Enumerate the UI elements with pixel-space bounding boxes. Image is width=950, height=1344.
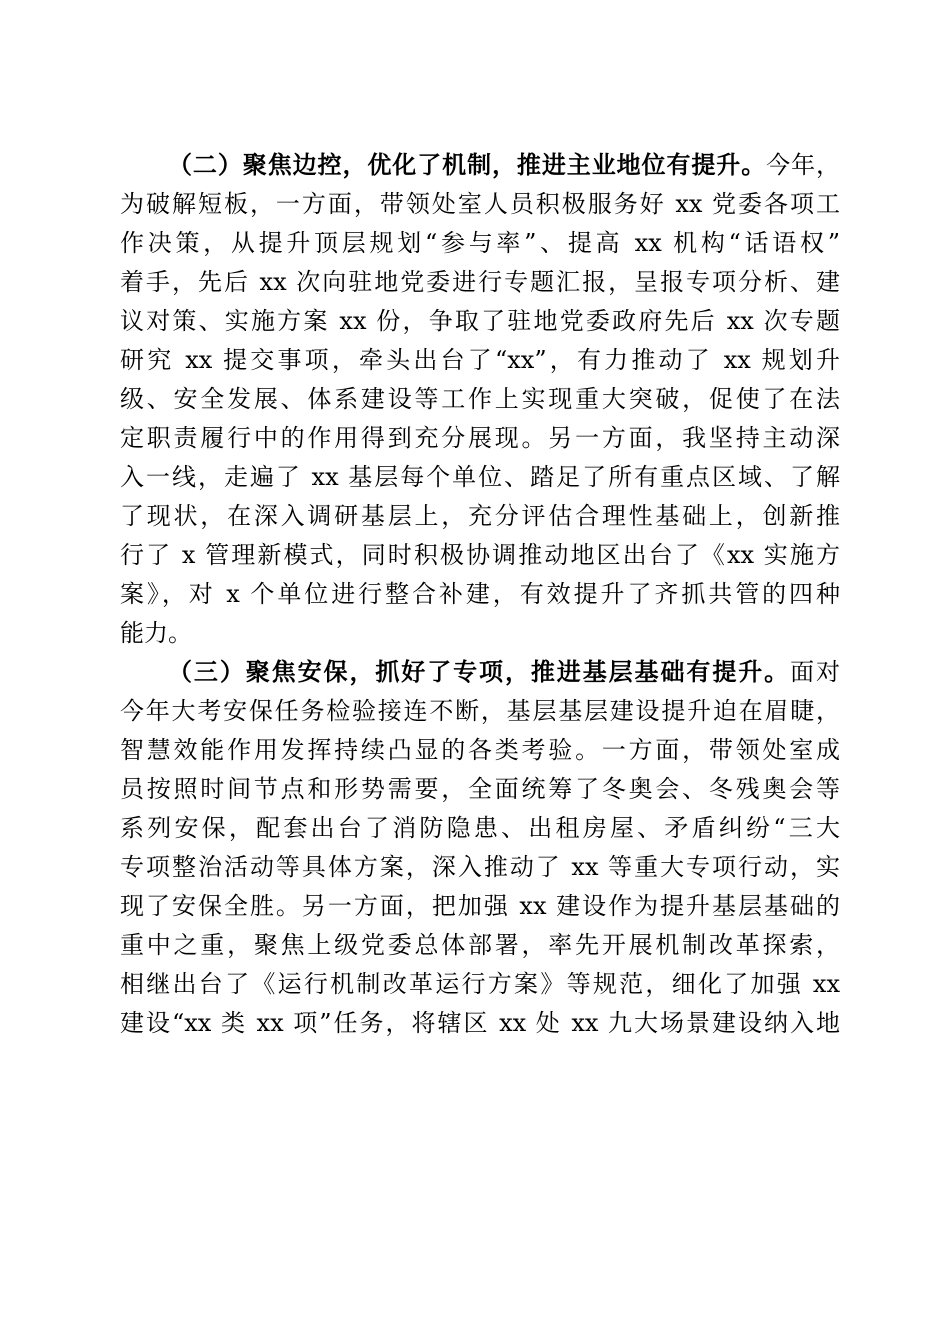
paragraph-line: 级、安全发展、体系建设等工作上实现重大突破，促使了在法 — [120, 385, 840, 413]
paragraph-line: 智慧效能作用发挥持续凸显的各类考验。一方面，带领处室成 — [120, 736, 840, 764]
section-heading: （二）聚焦边控，优化了机制，推进主业地位有提升。 — [168, 150, 767, 179]
paragraph-line: 系列安保，配套出台了消防隐患、出租房屋、矛盾纠纷“三大 — [120, 814, 840, 842]
paragraph-line: 为破解短板，一方面，带领处室人员积极服务好 xx 党委各项工 — [120, 190, 840, 218]
section-heading: （三）聚焦安保，抓好了专项，推进基层基础有提升。 — [168, 657, 791, 686]
paragraph-line: 了现状，在深入调研基层上，充分评估合理性基础上，创新推 — [120, 502, 840, 530]
paragraph-line: （二）聚焦边控，优化了机制，推进主业地位有提升。今年， — [168, 150, 840, 179]
paragraph-line: 专项整治活动等具体方案，深入推动了 xx 等重大专项行动，实 — [120, 853, 840, 881]
paragraph-line: 重中之重，聚焦上级党委总体部署，率先开展机制改革探索， — [120, 931, 840, 959]
paragraph-line: 相继出台了《运行机制改革运行方案》等规范，细化了加强 xx — [120, 970, 840, 998]
paragraph-line: 议对策、实施方案 xx 份，争取了驻地党委政府先后 xx 次专题 — [120, 307, 840, 335]
paragraph-line: 研究 xx 提交事项，牵头出台了“xx”，有力推动了 xx 规划升 — [120, 346, 840, 374]
paragraph-line: 现了安保全胜。另一方面，把加强 xx 建设作为提升基层基础的 — [120, 892, 840, 920]
paragraph-line: 员按照时间节点和形势需要，全面统筹了冬奥会、冬残奥会等 — [120, 775, 840, 803]
paragraph-line: 能力。 — [120, 619, 192, 647]
paragraph-line: （三）聚焦安保，抓好了专项，推进基层基础有提升。面对 — [168, 657, 840, 686]
paragraph-line: 案》，对 x 个单位进行整合补建，有效提升了齐抓共管的四种 — [120, 580, 840, 608]
paragraph-line: 行了 x 管理新模式，同时积极协调推动地区出台了《xx 实施方 — [120, 541, 840, 569]
paragraph-line: 建设“xx 类 xx 项”任务，将辖区 xx 处 xx 九大场景建设纳入地 — [120, 1009, 840, 1037]
paragraph-line: 今年大考安保任务检验接连不断，基层基层建设提升迫在眉睫， — [120, 697, 840, 725]
paragraph-line: 入一线，走遍了 xx 基层每个单位、踏足了所有重点区域、了解 — [120, 463, 840, 491]
paragraph-line: 着手，先后 xx 次向驻地党委进行专题汇报，呈报专项分析、建 — [120, 268, 840, 296]
paragraph-line: 作决策，从提升顶层规划“参与率”、提高 xx 机构“话语权” — [120, 229, 840, 257]
paragraph-line: 定职责履行中的作用得到充分展现。另一方面，我坚持主动深 — [120, 424, 840, 452]
